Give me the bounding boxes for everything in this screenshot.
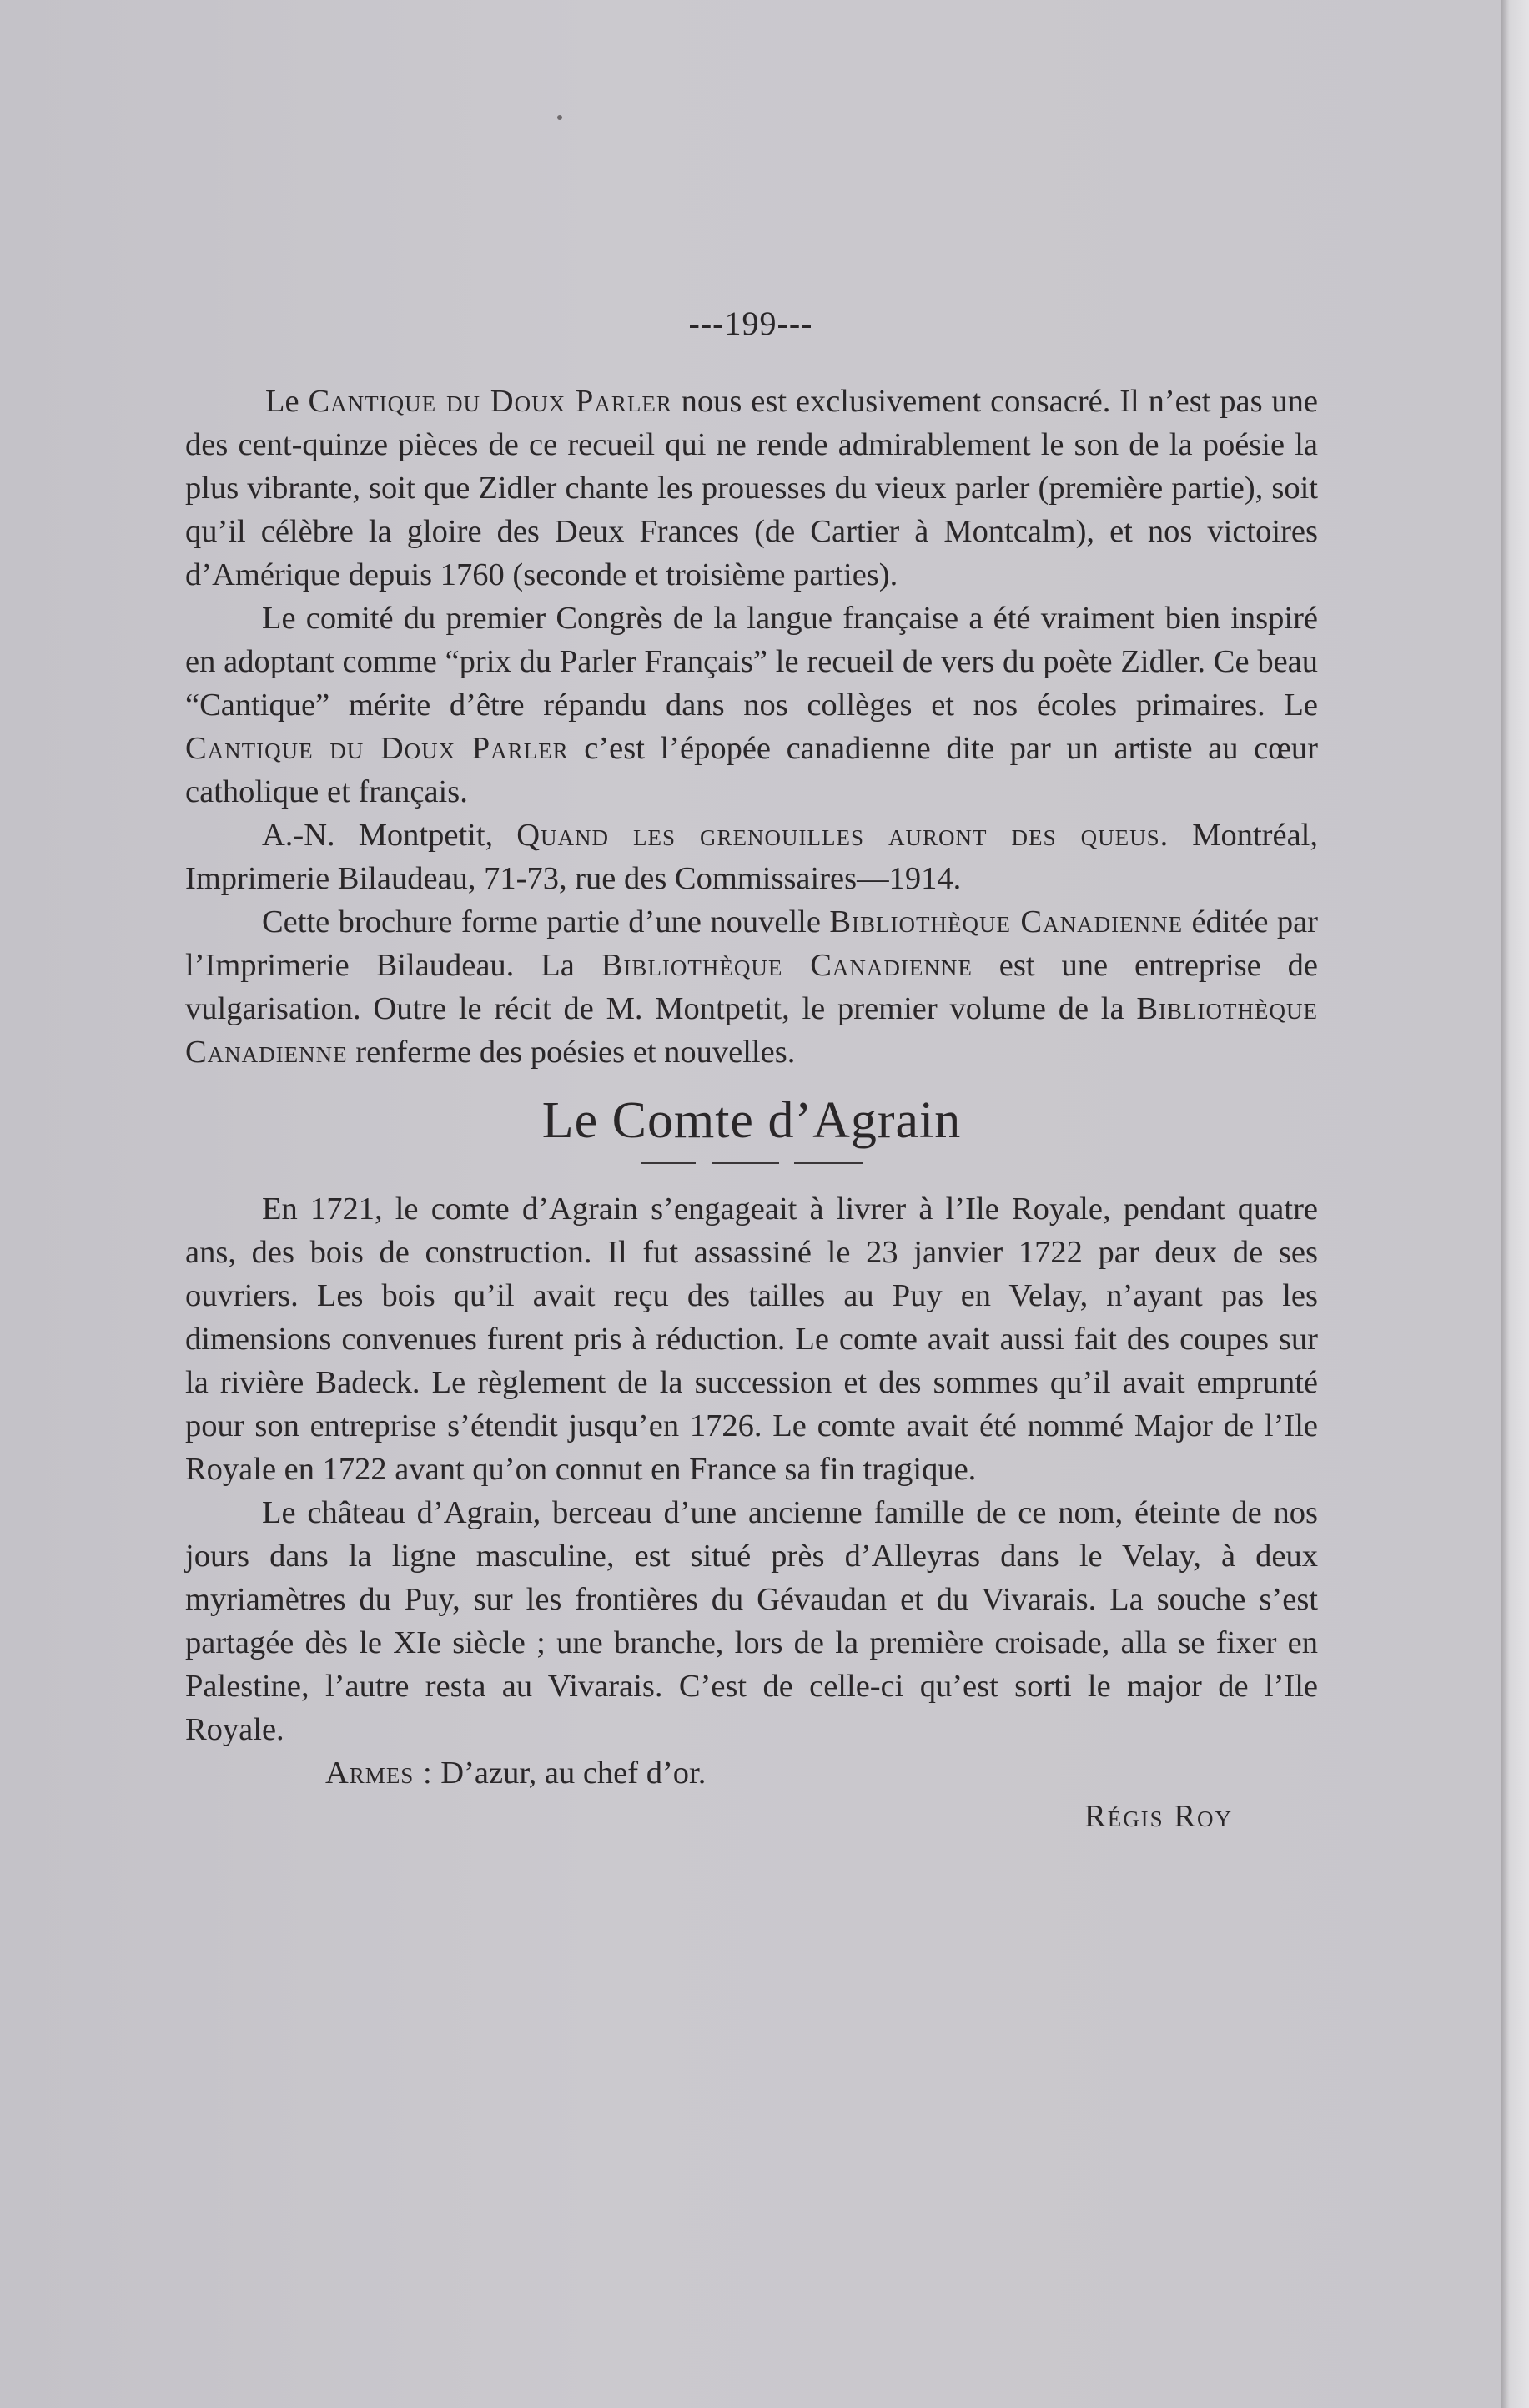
text-run: Le comité du premier Congrès de la langue française a été vraiment bien inspiré en adoptant comme “prix du Parler Français” le recueil de vers du poète Zidler. Ce beau “Cantique” mérite d’être répandu dans nos collèges et nos écoles primaires. Le: [185, 601, 1318, 723]
text-run: est une entreprise de vulgarisation. Outre le récit de M. Montpetit, le premier volume de la: [185, 948, 1318, 1026]
series-title: Bibliothèque Canadienne: [601, 948, 973, 983]
series-title: Bibliothèque Canadienne: [829, 904, 1184, 940]
page-edge: [1501, 0, 1529, 2408]
article-paragraph-1: En 1721, le comte d’Agrain s’engageait à livrer à l’Ile Royale, pendant quatre ans, des bois de construction. Il fut assassiné le 23 janvier 1722 par deux de ses ouvriers. Les bois qu’il avait reçu des tailles au Puy en Velay, n’ayant pas les dimensions convenues furent pris à réduction. Le comte avait aussi fait des coupes sur la rivière Badeck. Le règlement de la succession et des sommes qu’il avait emprunté pour son entreprise s’étendit jusqu’en 1726. Le comte avait été nommé Major de l’Ile Royale en 1722 avant qu’on connut en France sa fin tragique.: [185, 1191, 1318, 1487]
book-title-cantique: Cantique du Doux Parler: [308, 384, 672, 419]
review-paragraph-brochure: [185, 900, 1318, 1074]
text-run: nous est exclusivement consacré. Il n’est pas une des cent-quinze pièces de ce recueil qui ne rende admirablement le son de la poésie la plus vibrante, soit que Zidler chante les prouesses du vieux parler (première partie), soit qu’il célèbre la gloire des Deux Frances (de Cartier à Montcalm), et nos victoires d’Amérique depuis 1760 (seconde et troisième parties).: [185, 384, 1319, 592]
review-paragraph-montpetit: [185, 814, 1318, 900]
author-name: A.-N. Montpetit,: [262, 818, 517, 853]
ink-speck: [557, 115, 562, 120]
page-number: ---199---: [688, 305, 813, 342]
text-run: renferme des poésies et nouvelles.: [347, 1035, 796, 1070]
arms-line: [185, 1751, 1318, 1795]
text-run: Le: [265, 384, 309, 419]
series-title: Bibliothèque Canadienne: [185, 991, 1318, 1070]
author-signature: Régis Roy: [1084, 1799, 1233, 1834]
article-title: Le Comte d’Agrain: [541, 1092, 962, 1149]
arms-text: D’azur, au chef d’or.: [432, 1756, 707, 1791]
review-paragraph-cantique: [185, 380, 1318, 597]
title-ornament-rule: [641, 1162, 863, 1164]
text-run: éditée par l’Imprimerie Bilaudeau. La: [185, 904, 1318, 983]
text-run: Cette brochure forme partie d’une nouvelle: [262, 904, 830, 940]
arms-label: Armes :: [325, 1756, 433, 1791]
review-paragraph-comite: [185, 597, 1318, 814]
publisher-info: Montréal, Imprimerie Bilaudeau, 71-73, rue des Commissaires—1914.: [185, 818, 1318, 896]
text-run: c’est l’épopée canadienne dite par un artiste au cœur catholique et français.: [185, 731, 1319, 809]
article-paragraph-2: Le château d’Agrain, berceau d’une ancienne famille de ce nom, éteinte de nos jours dans la ligne masculine, est situé près d’Alleyras dans le Velay, à deux myriamètres du Puy, sur les frontières du Gévaudan et du Vivarais. La souche s’est partagée dès le XIe siècle ; une branche, lors de la première croisade, alla se fixer en Palestine, l’autre resta au Vivarais. C’est de celle-ci qu’est sorti le major de l’Ile Royale.: [185, 1495, 1318, 1747]
text-column: [185, 380, 1318, 1838]
book-title-grenouilles: Quand les grenouilles auront des queus.: [516, 818, 1169, 853]
book-title-cantique: Cantique du Doux Parler: [185, 731, 569, 766]
